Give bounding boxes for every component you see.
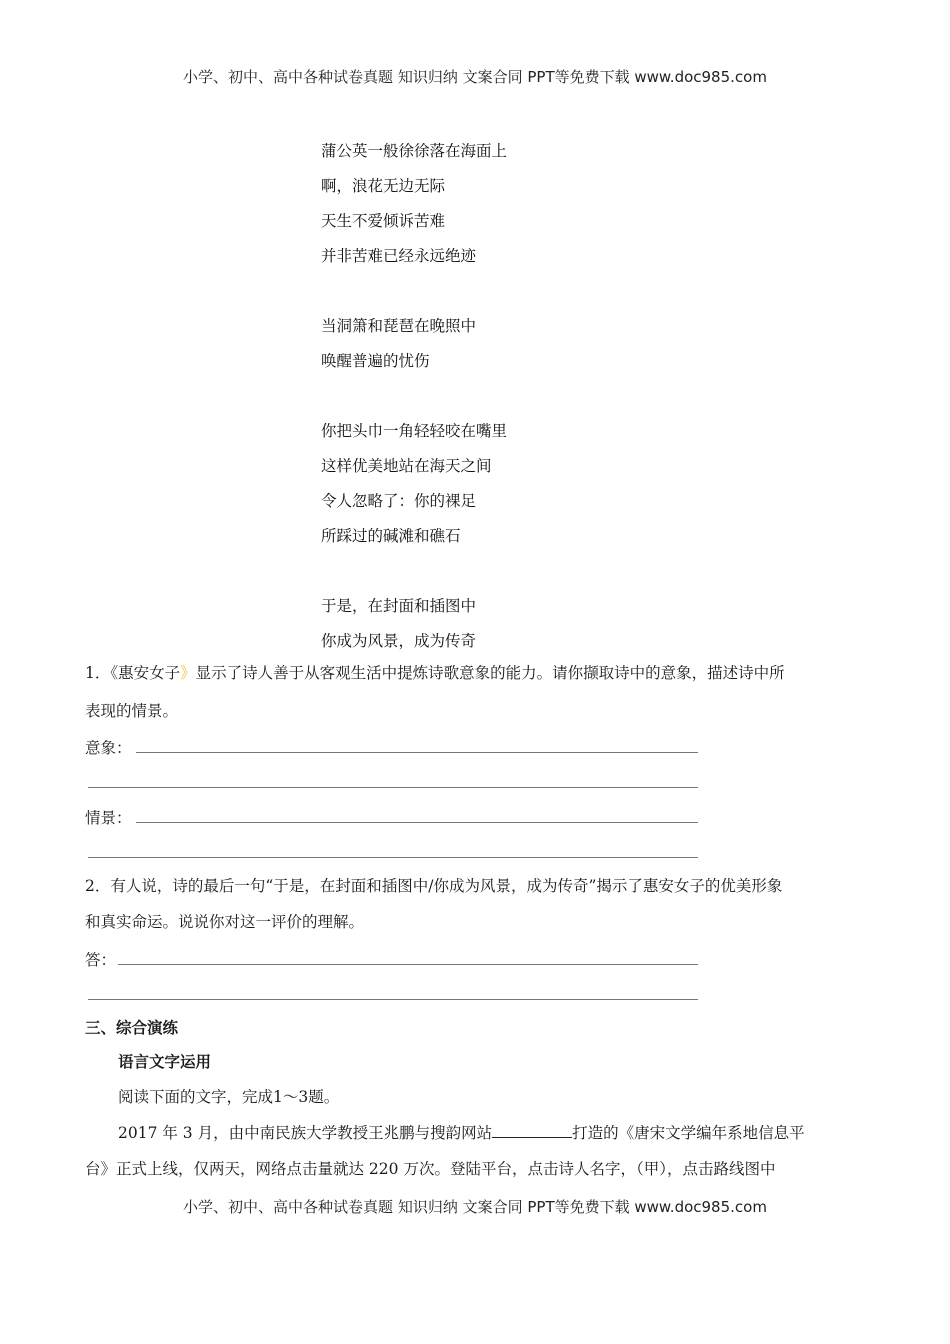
poem-line: 当洞箫和琵琶在晚照中 <box>321 317 477 335</box>
poem-line: 蒲公英一般徐徐落在海面上 <box>321 142 508 160</box>
imagery-answer-line-2[interactable] <box>88 787 698 788</box>
poem-line: 啊，浪花无边无际 <box>321 177 446 195</box>
instruction: 阅读下面的文字，完成1～3题。 <box>118 1088 340 1106</box>
scene-answer-line[interactable] <box>136 822 698 823</box>
poem-line: 你把头巾一角轻轻咬在嘴里 <box>321 422 508 440</box>
passage-text: 打造的《唐宋文学编年系地信息平 <box>572 1124 805 1142</box>
page-header: 小学、初中、高中各种试卷真题 知识归纳 文案合同 PPT等免费下载 www.doc985.com <box>183 68 767 86</box>
poem-line: 你成为风景，成为传奇 <box>321 632 477 650</box>
imagery-label: 意象： <box>85 739 132 757</box>
question-2-text: 2．有人说，诗的最后一句“于是，在封面和插图中/你成为风景，成为传奇”揭示了惠安女子的优美形象 <box>85 877 783 895</box>
question-2-text-line2: 和真实命运。说说你对这一评价的理解。 <box>85 913 365 931</box>
fill-blank[interactable] <box>492 1123 572 1138</box>
poem-line: 于是，在封面和插图中 <box>321 597 477 615</box>
passage-line-1 <box>118 1121 805 1143</box>
highlight-mark: 》 <box>180 664 196 682</box>
passage-line-2: 台》正式上线，仅两天，网络点击量就达 220 万次。登陆平台，点击诗人名字，（甲），点击路线图中 <box>85 1160 776 1178</box>
question-1-body: 显示了诗人善于从客观生活中提炼诗歌意象的能力。请你撷取诗中的意象，描述诗中所 <box>195 664 785 682</box>
answer-line-2[interactable] <box>88 999 698 1000</box>
question-1-text-line2: 表现的情景。 <box>85 702 179 720</box>
answer-line[interactable] <box>118 964 698 965</box>
poem-line: 这样优美地站在海天之间 <box>321 457 492 475</box>
poem-line: 唤醒普遍的忧伤 <box>321 352 430 370</box>
poem-line: 天生不爱倾诉苦难 <box>321 212 446 230</box>
question-1-text <box>85 662 870 684</box>
question-1-prefix: 1．《惠安女子 <box>85 664 181 682</box>
section-title: 三、综合演练 <box>85 1019 179 1037</box>
poem-line: 所踩过的碱滩和礁石 <box>321 527 461 545</box>
poem-line: 并非苦难已经永远绝迹 <box>321 247 477 265</box>
page-footer: 小学、初中、高中各种试卷真题 知识归纳 文案合同 PPT等免费下载 www.doc985.com <box>183 1198 767 1216</box>
scene-answer-line-2[interactable] <box>88 857 698 858</box>
answer-label: 答： <box>85 951 117 969</box>
scene-label: 情景： <box>85 809 132 827</box>
passage-text: 2017 年 3 月，由中南民族大学教授王兆鹏与搜韵网站 <box>118 1124 493 1142</box>
imagery-answer-line[interactable] <box>136 752 698 753</box>
section-subtitle: 语言文字运用 <box>118 1053 212 1071</box>
poem-line: 令人忽略了：你的裸足 <box>321 492 477 510</box>
